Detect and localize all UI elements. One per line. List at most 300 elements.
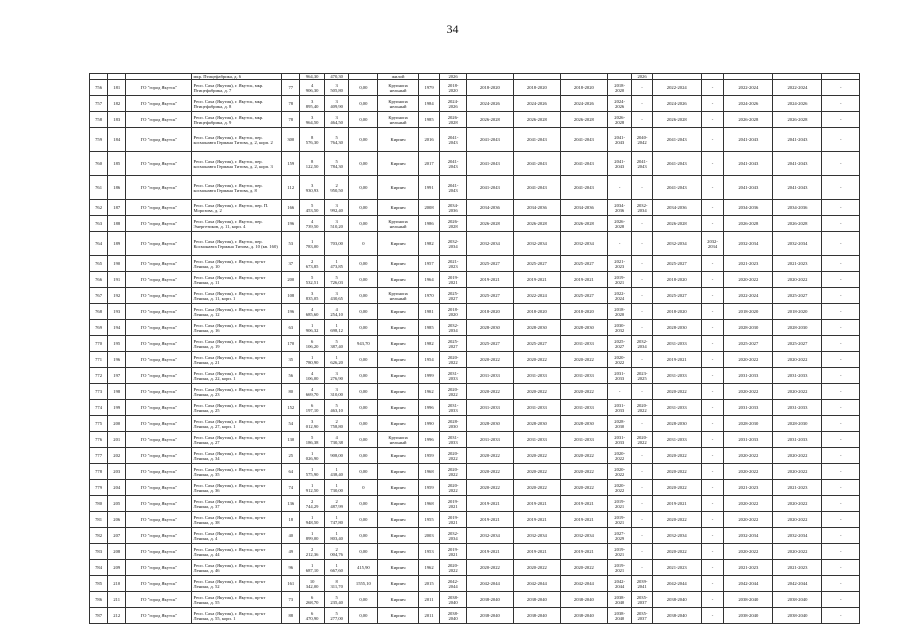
table-cell: - <box>632 464 652 480</box>
table-cell: Кирпич <box>378 448 419 464</box>
table-cell: - <box>701 112 723 128</box>
table-cell: - <box>822 416 860 432</box>
table-cell: Респ. Саха (Якутия), г. Якутск, пр-кт Ленина, д. 46 <box>192 560 282 576</box>
cell-line: 2019- <box>447 274 459 280</box>
table-cell: 2020-2022 <box>724 544 773 560</box>
cell-line: 2030 <box>615 423 625 429</box>
table-cell: - <box>632 320 652 336</box>
cell-line: 2 <box>335 418 338 424</box>
cell-line: 5 <box>310 202 314 208</box>
table-cell <box>440 272 467 288</box>
table-row <box>90 368 860 384</box>
cell-line: 2 <box>310 258 314 264</box>
table-cell: 181 <box>108 80 126 96</box>
table-cell: 777 <box>90 448 108 464</box>
table-cell <box>607 96 632 112</box>
table-cell: 205 <box>108 496 126 512</box>
cell-line: 2031- <box>447 402 459 408</box>
table-cell: 73 <box>282 592 300 608</box>
table-row <box>90 496 860 512</box>
cell-line: 3 <box>335 114 338 120</box>
cell-line: 510,20 <box>330 223 343 229</box>
table-cell: 2018-2020 <box>773 304 822 320</box>
table-cell <box>300 336 325 352</box>
table-cell <box>607 432 632 448</box>
table-cell: Кирпич <box>378 128 419 152</box>
table-row <box>90 608 860 624</box>
table-row <box>90 480 860 496</box>
table-cell: 0,00 <box>349 152 378 176</box>
cell-line: 2022 <box>615 359 625 365</box>
table-cell <box>440 480 467 496</box>
table-cell: 2011 <box>418 608 439 624</box>
table-cell: ГО "город Якутск" <box>126 128 192 152</box>
table-cell: 2028-2030 <box>513 320 560 336</box>
table-cell <box>440 352 467 368</box>
table-cell: 2025-2027 <box>724 336 773 352</box>
table-cell <box>607 152 632 176</box>
cell-line: 2041- <box>447 158 459 164</box>
cell-line: 1 <box>335 514 338 520</box>
table-cell: Респ. Саха (Якутия), г. Якутск, пр-кт Ленина, д. 12 <box>192 304 282 320</box>
table-cell: 2025-2027 <box>513 336 560 352</box>
table-cell: 763 <box>90 216 108 232</box>
table-cell <box>440 152 467 176</box>
table-cell: 762 <box>90 200 108 216</box>
cell-line: 2033 <box>615 407 625 413</box>
cell-line: 2027 <box>615 343 625 349</box>
cell-line: Крупнопа <box>388 434 408 440</box>
cell-line: 5 <box>335 594 338 600</box>
table-cell: Респ. Саха (Якутия), г. Якутск, пер. Энергетиков, д. 11, корп. 4 <box>192 216 282 232</box>
table-row <box>90 232 860 256</box>
cell-line: 106,00 <box>305 375 319 381</box>
cell-line: 803,40 <box>330 535 343 541</box>
table-cell: 2019-2021 <box>513 512 560 528</box>
table-cell: 2020-2022 <box>466 352 513 368</box>
table-cell: 2038-2040 <box>466 592 513 608</box>
cell-line: 473,85 <box>330 263 343 269</box>
table-cell <box>300 80 325 96</box>
table-cell <box>440 336 467 352</box>
table-cell <box>607 512 632 528</box>
table-cell <box>607 128 632 152</box>
table-cell: Кирпич <box>378 336 419 352</box>
table-cell: 2020-2022 <box>724 512 773 528</box>
table-cell: 0 <box>349 232 378 256</box>
table-cell: 96 <box>282 560 300 576</box>
table-cell: - <box>822 544 860 560</box>
cell-line: 5 <box>310 434 314 440</box>
table-cell: 1982 <box>418 336 439 352</box>
cell-line: 2027 <box>448 295 458 301</box>
table-cell: - <box>822 336 860 352</box>
table-cell: 1991 <box>418 176 439 200</box>
table-cell: 136 <box>282 496 300 512</box>
table-cell: 769 <box>90 320 108 336</box>
cell-line: 2028- <box>614 418 625 424</box>
table-cell: Кирпич <box>378 576 419 592</box>
table-cell <box>440 432 467 448</box>
cell-line: 012,90 <box>305 423 319 429</box>
table-cell: Респ. Саха (Якутия), г. Якутск, пр-кт Ленина, д. 22, корп. 1 <box>192 368 282 384</box>
table-cell <box>324 112 349 128</box>
cell-line: 2039- <box>636 578 648 584</box>
table-cell: Респ. Саха (Якутия), г. Якутск, пр-кт Ленина, д. 16 <box>192 320 282 336</box>
cell-line: 2019- <box>447 546 459 552</box>
table-cell: ГО "город Якутск" <box>126 256 192 272</box>
table-cell: - <box>701 80 723 96</box>
table-cell: 2020-2022 <box>560 448 607 464</box>
cell-line: 3 <box>310 290 314 296</box>
cell-line: 2043 <box>615 163 625 169</box>
table-cell: 2031-2033 <box>773 368 822 384</box>
table-cell: 1968 <box>418 464 439 480</box>
table-cell <box>440 416 467 432</box>
cell-line: 2 <box>310 546 314 552</box>
cell-line: 3 <box>335 290 338 296</box>
cell-line: 2020- <box>447 354 459 360</box>
cell-line: 2042 <box>637 139 647 145</box>
table-cell: ГО "город Якутск" <box>126 560 192 576</box>
table-cell: Кирпич <box>378 176 419 200</box>
table-cell: - <box>607 232 632 256</box>
table-cell: 191 <box>108 272 126 288</box>
table-cell <box>300 464 325 480</box>
cell-line: 739,50 <box>305 223 319 229</box>
cell-line: 1 <box>335 258 338 264</box>
table-cell <box>440 576 467 592</box>
table-cell: - <box>822 112 860 128</box>
cell-line: 730,38 <box>330 439 343 445</box>
table-cell: 2021-2023 <box>773 480 822 496</box>
cell-line: 1 <box>310 354 314 360</box>
table-cell <box>632 592 652 608</box>
table-cell: 2020-2022 <box>513 384 560 400</box>
table-cell: 2022-2024 <box>724 80 773 96</box>
table-cell <box>300 608 325 624</box>
cell-line: 2024- <box>447 98 459 104</box>
cell-line: 2033 <box>615 439 625 445</box>
table-cell: 2032-2034 <box>724 528 773 544</box>
cell-line: 2018- <box>614 306 625 312</box>
table-cell: 210 <box>108 576 126 592</box>
table-cell: 2032-2034 <box>652 528 701 544</box>
table-cell: 211 <box>108 592 126 608</box>
table-row <box>90 272 860 288</box>
table-cell: 2041-2043 <box>466 152 513 176</box>
cell-line: 626,20 <box>330 359 343 365</box>
table-cell: Респ. Саха (Якутия), г. Якутск, пр-кт Ленина, д. 52 <box>192 576 282 592</box>
cell-line: 2019- <box>614 546 625 552</box>
table-cell: 199 <box>108 400 126 416</box>
table-cell: 0,00 <box>349 256 378 272</box>
table-cell: 2028-2030 <box>560 416 607 432</box>
table-cell: 1959 <box>418 480 439 496</box>
table-cell: 1981 <box>418 304 439 320</box>
table-cell: 0,00 <box>349 464 378 480</box>
table-row <box>90 352 860 368</box>
table-cell: 2031-2033 <box>724 400 773 416</box>
table-cell: ГО "город Якутск" <box>126 152 192 176</box>
table-cell: 0,00 <box>349 80 378 96</box>
table-cell: 203 <box>108 464 126 480</box>
table-cell <box>440 176 467 200</box>
table-cell: - <box>632 352 652 368</box>
table-cell: 54 <box>282 416 300 432</box>
table-cell: 2032-2034 <box>560 232 607 256</box>
table-cell <box>440 464 467 480</box>
table-cell: - <box>701 416 723 432</box>
table-cell: Респ. Саха (Якутия), г. Якутск, пр-кт Ленина, д. 25 <box>192 400 282 416</box>
table-cell <box>607 576 632 592</box>
table-cell: 2034-2036 <box>466 200 513 216</box>
table-cell: Кирпич <box>378 232 419 256</box>
table-cell: 0,00 <box>349 200 378 216</box>
table-cell: Кирпич <box>378 416 419 432</box>
table-cell: 2020-2022 <box>724 448 773 464</box>
cell-line: 2022 <box>448 359 458 365</box>
cell-line: 2029 <box>615 535 625 541</box>
table-cell: 2019-2021 <box>466 512 513 528</box>
table-cell: Кирпич <box>378 480 419 496</box>
table-cell: 2020-2022 <box>652 464 701 480</box>
table-cell <box>300 112 325 128</box>
table-cell: 2042-2044 <box>513 576 560 592</box>
table-cell: - <box>632 560 652 576</box>
cell-line: 5 <box>335 610 338 616</box>
cell-line: 2032- <box>447 322 459 328</box>
table-cell: 2021-2023 <box>652 560 701 576</box>
cell-line: 2022 <box>637 439 647 445</box>
table-cell: Кирпич <box>378 400 419 416</box>
table-cell: - <box>822 576 860 592</box>
cell-line: 268,70 <box>305 599 319 605</box>
cell-line: 2021- <box>614 258 625 264</box>
cell-line: 463,10 <box>330 407 343 413</box>
table-cell: 0,00 <box>349 544 378 560</box>
table-cell: ГО "город Якутск" <box>126 480 192 496</box>
table-cell: 1555,10 <box>349 576 378 592</box>
table-cell: 197 <box>108 368 126 384</box>
table-body <box>90 74 860 624</box>
table-cell: 2028-2030 <box>652 320 701 336</box>
table-cell <box>300 256 325 272</box>
table-cell: 2022-2024 <box>513 288 560 304</box>
cell-line: 453,50 <box>305 207 319 213</box>
table-cell: 1962 <box>418 560 439 576</box>
cell-line: 2041- <box>447 182 459 188</box>
table-cell: Кирпич <box>378 320 419 336</box>
table-cell: ГО "город Якутск" <box>126 512 192 528</box>
table-cell: - <box>701 176 723 200</box>
cell-line: 698,12 <box>330 327 343 333</box>
table-cell: ГО "город Якутск" <box>126 232 192 256</box>
table-cell: Респ. Саха (Якутия), г. Якутск, пер. космонавта Германа Титова, д. 2, корп. 2 <box>192 128 282 152</box>
table-cell <box>324 512 349 528</box>
cell-line: 2020- <box>447 482 459 488</box>
table-cell: - <box>822 560 860 576</box>
table-cell: - <box>701 400 723 416</box>
table-cell: - <box>632 80 652 96</box>
table-cell: - <box>822 256 860 272</box>
table-cell: - <box>632 384 652 400</box>
table-cell: 80 <box>282 384 300 400</box>
table-cell: ГО "город Якутск" <box>126 336 192 352</box>
cell-line: 2026- <box>447 218 459 224</box>
table-cell <box>324 272 349 288</box>
table-cell: 765 <box>90 256 108 272</box>
cell-line: 2022 <box>637 407 647 413</box>
table-cell: 2041-2043 <box>513 128 560 152</box>
cell-line: 2022 <box>448 487 458 493</box>
cell-line: 122,50 <box>305 163 319 169</box>
table-cell: Респ. Саха (Якутия), г. Якутск, пр-кт Ленина, д. 21 <box>192 352 282 368</box>
table-cell: 2031-2033 <box>560 368 607 384</box>
table-cell <box>607 608 632 624</box>
table-cell: 2022-2024 <box>724 288 773 304</box>
cell-line: 1 <box>335 466 338 472</box>
table-cell: Кирпич <box>378 256 419 272</box>
cell-line: 899,00 <box>305 535 319 541</box>
table-cell <box>324 608 349 624</box>
table-cell: - <box>822 400 860 416</box>
table-cell: 2041-2043 <box>724 152 773 176</box>
table-cell: - <box>822 432 860 448</box>
table-cell: 2020-2022 <box>773 352 822 368</box>
cell-line: 2019- <box>447 514 459 520</box>
table-cell <box>607 216 632 232</box>
table-cell: - <box>701 528 723 544</box>
table-cell: 192 <box>108 288 126 304</box>
table-cell: - <box>822 128 860 152</box>
table-cell: 2018-2020 <box>560 304 607 320</box>
table-cell: 2041-2043 <box>560 128 607 152</box>
cell-line: 2019- <box>614 562 625 568</box>
cell-line: 2043 <box>448 187 458 193</box>
cell-line: 106,20 <box>305 343 319 349</box>
table-cell <box>324 560 349 576</box>
table-cell <box>324 152 349 176</box>
table-row <box>90 592 860 608</box>
cell-line: 409,90 <box>330 103 343 109</box>
table-cell: 415,90 <box>349 560 378 576</box>
cell-line: 2020- <box>447 386 459 392</box>
table-cell: 196 <box>282 304 300 320</box>
table-cell: 758 <box>90 112 108 128</box>
cell-line: 4 <box>310 370 314 376</box>
table-cell: ГО "город Якутск" <box>126 576 192 592</box>
table-cell: ГО "город Якутск" <box>126 432 192 448</box>
table-cell <box>440 560 467 576</box>
table-cell: 774 <box>90 400 108 416</box>
table-cell: ГО "город Якутск" <box>126 304 192 320</box>
table-cell: 2038-2040 <box>513 592 560 608</box>
table-cell: 2020-2022 <box>773 272 822 288</box>
table-cell: 2025-2027 <box>773 288 822 304</box>
table-cell: 2032-2034 <box>466 528 513 544</box>
table-cell: 166 <box>282 200 300 216</box>
table-cell: - <box>632 176 652 200</box>
table-cell: - <box>822 272 860 288</box>
table-cell: 2041-2043 <box>724 176 773 200</box>
cell-line: 2031- <box>614 370 625 376</box>
table-cell: - <box>701 576 723 592</box>
table-cell: 0,00 <box>349 112 378 128</box>
table-cell: 2041-2043 <box>652 128 701 152</box>
table-cell: 2025-2027 <box>513 256 560 272</box>
table-cell: 764 <box>90 232 108 256</box>
cell-line: 2019- <box>614 514 625 520</box>
table-cell <box>607 80 632 96</box>
table-cell <box>300 96 325 112</box>
table-cell <box>607 256 632 272</box>
table-cell: 2038-2040 <box>724 608 773 624</box>
table-cell: 2021-2023 <box>724 560 773 576</box>
cell-line: 2038- <box>447 610 459 616</box>
table-cell: Респ. Саха (Якутия), г. Якутск, пр-кт Ленина, д. 38 <box>192 512 282 528</box>
table-cell: ГО "город Якутск" <box>126 416 192 432</box>
table-cell: Респ. Саха (Якутия), г. Якутск, пр-кт Ленина, д. 11, корп. 1 <box>192 288 282 304</box>
cell-line: нельный <box>389 223 407 229</box>
cell-line: 2024- <box>614 98 625 104</box>
table-cell: 2038-2040 <box>560 592 607 608</box>
cell-line: 2028- <box>447 418 459 424</box>
table-cell: 2031-2033 <box>724 368 773 384</box>
table-cell: 1996 <box>418 400 439 416</box>
cell-line: 1 <box>335 354 338 360</box>
table-cell: 2028-2030 <box>724 416 773 432</box>
cell-line: 2021- <box>447 258 459 264</box>
table-cell: 2034-2036 <box>724 200 773 216</box>
table-cell: 770 <box>90 336 108 352</box>
cell-line: 026,90 <box>305 455 319 461</box>
table-cell: 2028-2030 <box>773 320 822 336</box>
table-cell: - <box>822 176 860 200</box>
table-cell <box>440 112 467 128</box>
table-cell: - <box>632 416 652 432</box>
cell-line: 254,10 <box>330 311 343 317</box>
table-cell: - <box>701 256 723 272</box>
table-cell <box>378 216 419 232</box>
table-cell: ГО "город Якутск" <box>126 496 192 512</box>
cell-line: 6 <box>310 402 314 408</box>
table-cell <box>607 368 632 384</box>
table-cell: 1959 <box>418 448 439 464</box>
table-cell: Кирпич <box>378 608 419 624</box>
table-cell: 2017 <box>418 152 439 176</box>
cell-line: 783,00 <box>305 243 319 249</box>
cell-line: 3 <box>310 182 314 188</box>
cell-line: 730,00 <box>330 487 343 493</box>
table-cell <box>324 384 349 400</box>
cell-line: Крупнопа <box>388 218 408 224</box>
table-cell: 2020-2022 <box>513 480 560 496</box>
cell-line: 4 <box>335 306 338 312</box>
table-cell: 2019-2021 <box>513 496 560 512</box>
table-cell <box>300 544 325 560</box>
table-cell: 2034-2036 <box>773 200 822 216</box>
table-cell <box>300 560 325 576</box>
table-cell: ГО "город Якутск" <box>126 384 192 400</box>
table-cell: 2031-2033 <box>773 432 822 448</box>
table-cell: Кирпич <box>378 304 419 320</box>
cell-line: Крупнопа <box>388 290 408 296</box>
table-cell <box>324 432 349 448</box>
cell-line: 4 <box>310 386 314 392</box>
table-cell: 53 <box>282 232 300 256</box>
table-cell: - <box>822 384 860 400</box>
